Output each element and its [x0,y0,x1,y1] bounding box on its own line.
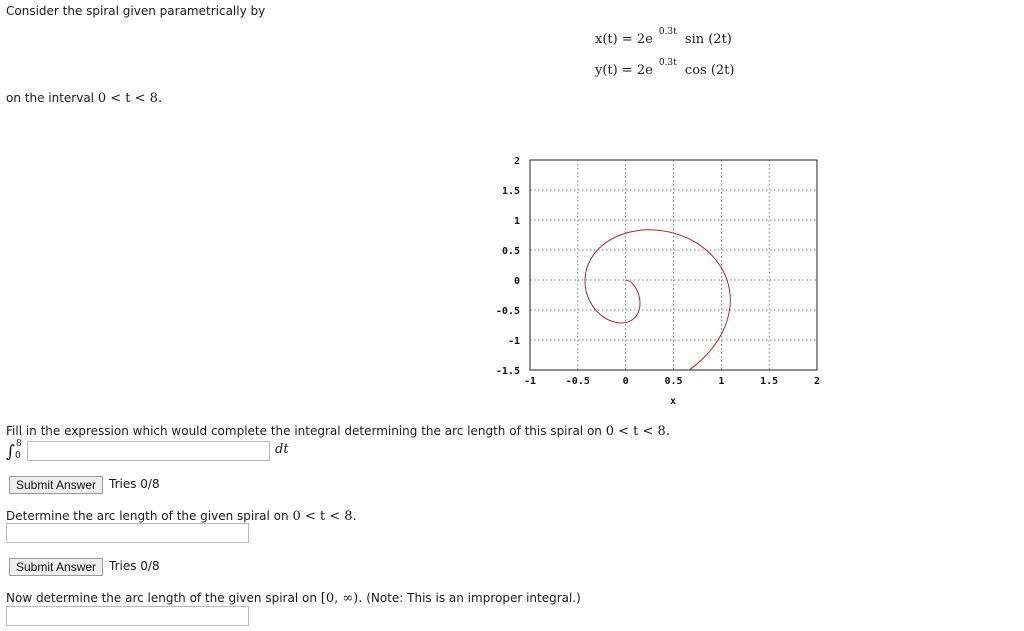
q1-prompt [6,424,670,439]
q3-prompt-text: Now determine the arc length of the given spiral on [6,591,317,605]
x-tick-label: 0 [622,376,629,387]
y-tick-label: 2 [513,156,520,167]
equation-y-exponent: 0.3t [658,58,677,68]
y-tick-label: 1 [513,216,520,227]
q3-prompt-math: [0, ∞). [320,591,363,606]
equation-y-main: y(t) = 2e [595,63,653,78]
x-tick-labels [524,376,820,387]
q2-prompt-math: 0 < t < 8. [292,509,357,524]
q2-prompt-text: Determine the arc length of the given spiral on [6,509,289,523]
y-tick-label: 0 [513,276,520,287]
q1-prompt-text: Fill in the expression which would complete the integral determining the arc length of this spiral on [6,424,602,438]
q1-prompt-math: 0 < t < 8. [605,424,670,439]
integrand-input[interactable] [27,441,270,461]
integral-sign: ∫ [6,442,15,462]
q2-submit-button[interactable]: Submit Answer [9,558,103,576]
q3-prompt-note: (Note: This is an improper integral.) [366,591,581,605]
y-tick-label: 0.5 [501,246,520,257]
x-tick-label: 2 [813,376,821,387]
interval-line [6,91,162,106]
equation-x [595,27,732,47]
improper-arc-length-input[interactable] [6,606,249,626]
equation-x-tail: sin (2t) [684,32,732,47]
y-tick-labels [496,156,520,377]
arc-length-input[interactable] [6,523,249,543]
y-tick-label: -0.5 [495,306,520,317]
interval-math: 0 < t < 8. [97,91,163,106]
equation-x-exponent: 0.3t [658,27,677,37]
spiral-series-line [535,230,731,404]
dt-label: dt [275,442,289,457]
q1-tries: Tries 0/8 [109,477,160,491]
equation-y-tail: cos (2t) [684,63,735,78]
q2-prompt [6,509,357,524]
integral-symbol [6,440,26,464]
q1-submit-button[interactable]: Submit Answer [9,476,103,494]
x-tick-label: 0.5 [664,376,683,387]
integral-lower-limit: 0 [15,451,21,461]
x-tick-label: 1.5 [760,376,779,387]
y-tick-label: 1.5 [501,186,520,197]
plot-grid [530,160,817,370]
y-tick-label: -1.5 [495,366,520,377]
spiral-plot [480,150,830,410]
q3-prompt [6,591,581,606]
integral-upper-limit: 8 [16,439,22,449]
x-tick-label: -1 [523,376,537,387]
equation-x-main: x(t) = 2e [595,32,653,47]
y-tick-label: -1 [507,336,520,347]
intro-text: Consider the spiral given parametrically by [6,4,266,18]
q2-tries: Tries 0/8 [109,559,160,573]
x-axis-label: x [669,396,677,407]
equation-y [595,58,735,78]
x-tick-label: 1 [718,376,725,387]
x-tick-label: -0.5 [565,376,590,387]
interval-prefix: on the interval [6,91,95,105]
